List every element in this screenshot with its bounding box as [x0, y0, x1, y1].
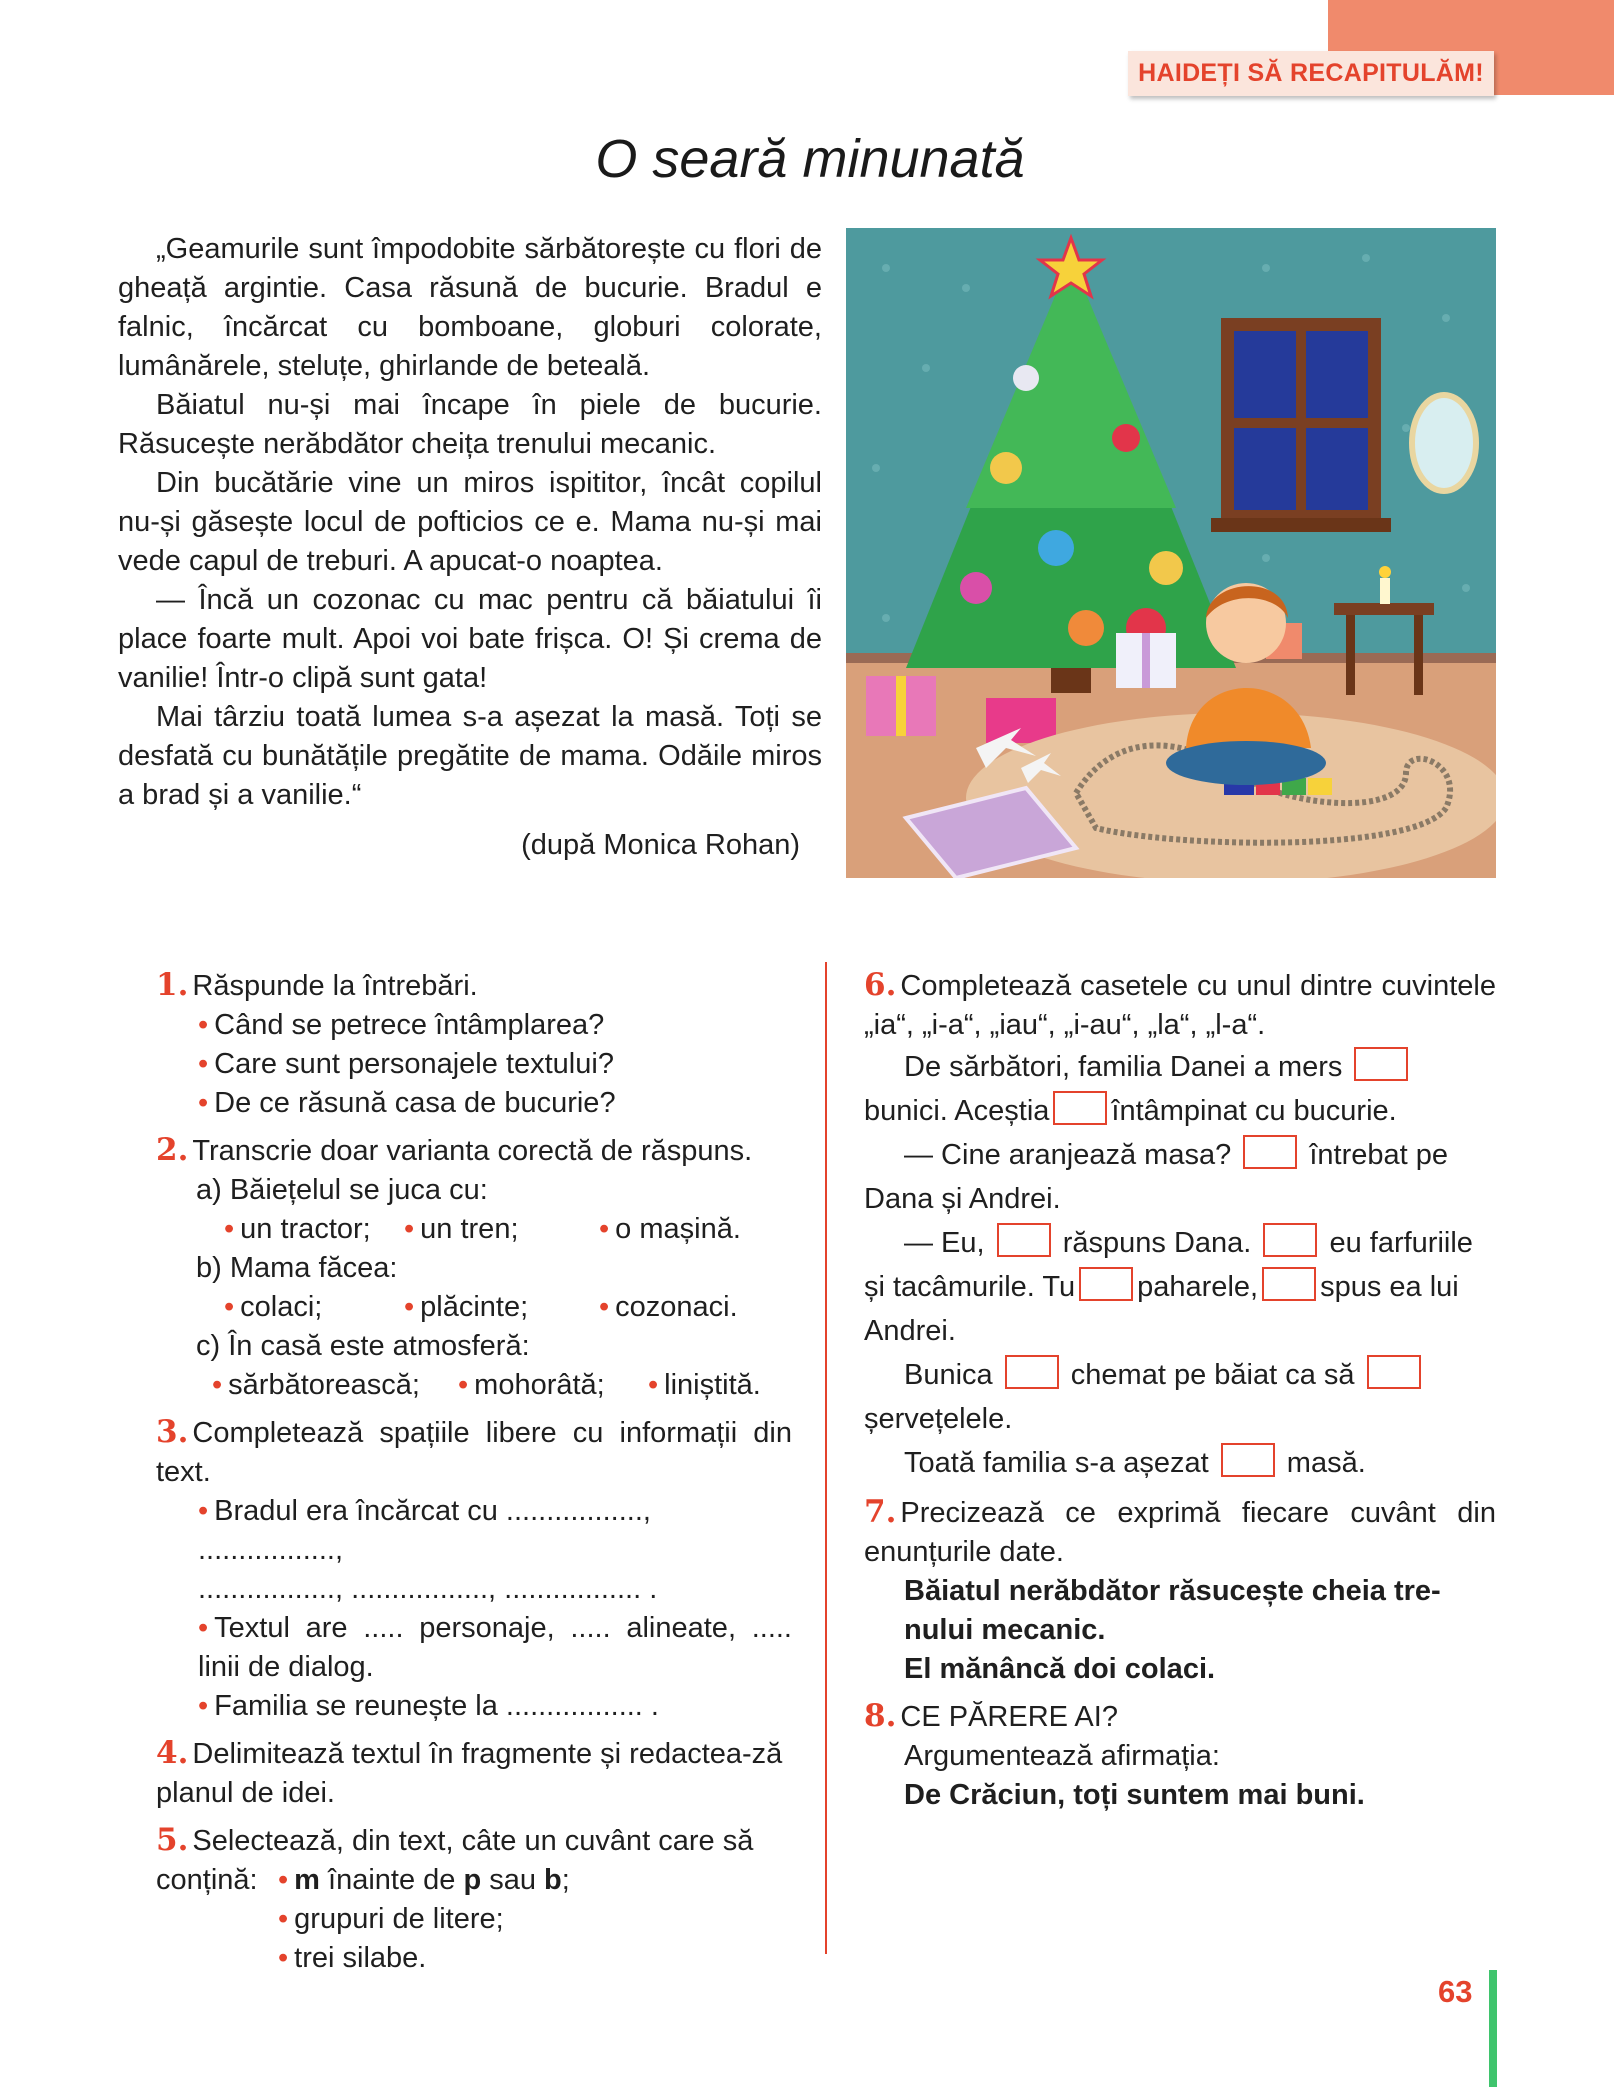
- option: mohorâtă;: [474, 1369, 605, 1401]
- exercise-5: [156, 1821, 792, 1978]
- page-edge-bar: [1489, 1970, 1497, 2087]
- exercise-number: 2.: [156, 1132, 189, 1168]
- option: liniștită.: [664, 1369, 761, 1401]
- answer-options: • colaci; • plăcinte; • cozonaci.: [224, 1291, 738, 1323]
- sentence-fragment: Toată familia s-a așezat: [904, 1447, 1209, 1479]
- option: colaci;: [240, 1291, 323, 1323]
- exercise-instruction: Răspunde la întrebări.: [192, 970, 478, 1002]
- exercise-2: [156, 1131, 792, 1405]
- exercise-number: 1.: [156, 967, 189, 1003]
- bullet-icon: •: [198, 1495, 209, 1527]
- sentence-fragment: bunici. Aceștia: [864, 1095, 1050, 1127]
- exercises-right-column: [864, 966, 1496, 1823]
- window-icon: [1211, 318, 1391, 532]
- bullet-icon: •: [198, 1048, 209, 1080]
- page-number: 63: [1438, 1974, 1473, 2009]
- exercise-number: 4.: [156, 1735, 189, 1771]
- answer-box[interactable]: [1367, 1355, 1421, 1389]
- option: plăcinte;: [420, 1291, 529, 1323]
- sentence-fragment: întrebat pe: [1309, 1139, 1449, 1171]
- exercise-4: [156, 1734, 792, 1813]
- fill-in-item: ................., ................., ................. .: [198, 1573, 658, 1605]
- exercise-instruction: CE PĂRERE AI?: [900, 1701, 1118, 1733]
- exercise-subinstruction: Argumentează afirmația:: [904, 1740, 1220, 1772]
- exercise-6: [864, 966, 1496, 1485]
- question: Care sunt personajele textului?: [214, 1048, 614, 1080]
- sentence-fragment: — Eu,: [904, 1227, 985, 1259]
- letter: p: [463, 1864, 482, 1896]
- page-title: O seară minunată: [595, 129, 1025, 189]
- answer-box[interactable]: [1354, 1047, 1408, 1081]
- column-divider: [825, 962, 827, 1954]
- sentence-fragment: paharele,: [1137, 1271, 1259, 1303]
- exercise-instruction: Precizează ce exprimă fiecare cuvânt din enunțurile date.: [864, 1497, 1496, 1568]
- story-paragraph: Mai târziu toată lumea s-a așezat la masă. Toți se desfată cu bunătățile pregătite de mama. Odăile miros a brad și a vanilie.“: [118, 701, 822, 811]
- option: o mașină.: [615, 1213, 741, 1245]
- sentence-fragment: Dana și Andrei.: [864, 1183, 1061, 1215]
- sub-question: a) Băiețelul se juca cu:: [196, 1174, 488, 1206]
- option: grupuri de litere;: [294, 1903, 504, 1935]
- fill-in-item: Bradul era încărcat cu ................., .................,: [198, 1495, 651, 1566]
- exercise-number: 8.: [864, 1698, 897, 1734]
- christmas-illustration: [846, 228, 1496, 878]
- answer-box[interactable]: [997, 1223, 1051, 1257]
- sub-question: c) În casă este atmosferă:: [196, 1330, 530, 1362]
- exercise-number: 3.: [156, 1414, 189, 1450]
- option: un tren;: [420, 1213, 519, 1245]
- bullet-icon: •: [198, 1612, 209, 1644]
- answer-box[interactable]: [1005, 1355, 1059, 1389]
- example-sentence: El mănâncă doi colaci.: [904, 1653, 1216, 1685]
- question: De ce răsună casa de bucurie?: [214, 1087, 616, 1119]
- exercise-number: 5.: [156, 1822, 189, 1858]
- answer-options: • sărbătorească; • mohorâtă; • liniștită.: [212, 1369, 761, 1401]
- option: trei silabe.: [294, 1942, 427, 1974]
- option: un tractor;: [240, 1213, 371, 1245]
- sentence-fragment: întâmpinat cu bucurie.: [1111, 1095, 1397, 1127]
- story-paragraph: „Geamurile sunt împodobite sărbătorește cu flori de gheață argintie. Casa răsună de bucurie. Bradul e falnic, încărcat cu bomboane, globuri colorate, lumânărele, steluțe, ghirlande de beteală.: [118, 233, 822, 382]
- sentence-fragment: chemat pe băiat ca să: [1070, 1359, 1355, 1391]
- answer-box[interactable]: [1263, 1223, 1317, 1257]
- exercise-instruction: Completează casetele cu unul dintre cuvintele „ia“, „i-a“, „iau“, „i-au“, „la“, „l-a“.: [864, 970, 1496, 1041]
- answer-options: • un tractor; • un tren; • o mașină.: [224, 1213, 741, 1245]
- text: ;: [561, 1864, 570, 1896]
- text: înainte de: [319, 1864, 464, 1896]
- mirror-icon: [1412, 395, 1476, 491]
- example-sentence: Băiatul nerăbdător răsucește cheia tre-nului mecanic.: [904, 1575, 1441, 1646]
- exercise-instruction: Transcrie doar varianta corectă de răspuns.: [192, 1135, 753, 1167]
- sentence-fragment: De sărbători, familia Danei a mers: [904, 1051, 1343, 1083]
- exercise-instruction: Selectează, din text, câte un cuvânt care să: [192, 1825, 754, 1857]
- statement: De Crăciun, toți suntem mai buni.: [904, 1779, 1365, 1811]
- exercise-8: [864, 1697, 1496, 1815]
- letter: b: [544, 1864, 562, 1896]
- question: Când se petrece întâmplarea?: [214, 1009, 605, 1041]
- story-paragraph: Din bucătărie vine un miros ispititor, încât copilul nu-și găsește locul de pofticios ce e. Mama nu-și mai vede capul de treburi. A apucat-o noaptea.: [118, 467, 822, 577]
- story-text: [118, 230, 822, 865]
- exercise-instruction: Delimitează textul în fragmente și redactea-ză planul de idei.: [156, 1738, 783, 1809]
- story-author: (după Monica Rohan): [521, 829, 800, 861]
- bullet-icon: •: [278, 1903, 289, 1935]
- bullet-icon: •: [198, 1087, 209, 1119]
- answer-box[interactable]: [1053, 1091, 1107, 1125]
- exercise-number: 7.: [864, 1494, 897, 1530]
- bullet-icon: •: [198, 1009, 209, 1041]
- sentence-fragment: eu farfuriile: [1329, 1227, 1473, 1259]
- bullet-icon: •: [278, 1864, 289, 1896]
- text: sau: [481, 1864, 545, 1896]
- exercise-1: [156, 966, 792, 1123]
- fill-in-item: Familia se reunește la ................. .: [214, 1690, 659, 1722]
- sub-question: b) Mama făcea:: [196, 1252, 398, 1284]
- answer-box[interactable]: [1221, 1443, 1275, 1477]
- sentence-fragment: șervețelele.: [864, 1403, 1013, 1435]
- answer-box[interactable]: [1243, 1135, 1297, 1169]
- answer-box[interactable]: [1262, 1267, 1316, 1301]
- exercises-left-column: [156, 966, 792, 1986]
- story-paragraph: — Încă un cozonac cu mac pentru că băiatului îi place foarte mult. Apoi voi bate frișca. O! Și crema de vanilie! Într-o clipă sunt gata!: [118, 584, 822, 694]
- exercise-3: [156, 1413, 792, 1726]
- sentence-fragment: — Cine aranjează masa?: [904, 1139, 1232, 1171]
- exercise-lead: conțină:: [156, 1864, 258, 1896]
- section-banner: HAIDEȚI SĂ RECAPITULĂM!: [1128, 51, 1494, 96]
- exercise-number: 6.: [864, 967, 897, 1003]
- bullet-icon: •: [198, 1690, 209, 1722]
- answer-box[interactable]: [1079, 1267, 1133, 1301]
- sentence-fragment: masă.: [1286, 1447, 1366, 1479]
- sentence-fragment: Bunica: [904, 1359, 993, 1391]
- sentence-fragment: și tacâmurile. Tu: [864, 1271, 1076, 1303]
- story-paragraph: Băiatul nu-și mai încape în piele de bucurie. Răsucește nerăbdător cheița trenului mecanic.: [118, 389, 822, 460]
- sentence-fragment: Andrei.: [864, 1315, 956, 1347]
- exercise-7: [864, 1493, 1496, 1689]
- letter: m: [294, 1864, 320, 1896]
- sentence-fragment: răspuns Dana.: [1062, 1227, 1252, 1259]
- exercise-instruction: Completează spațiile libere cu informații din text.: [156, 1417, 792, 1488]
- bullet-icon: •: [278, 1942, 289, 1974]
- option: sărbătorească;: [228, 1369, 420, 1401]
- fill-in-item: Textul are ..... personaje, ..... alineate, ..... linii de dialog.: [198, 1612, 792, 1683]
- sentence-fragment: spus ea lui: [1320, 1271, 1459, 1303]
- option: cozonaci.: [615, 1291, 738, 1323]
